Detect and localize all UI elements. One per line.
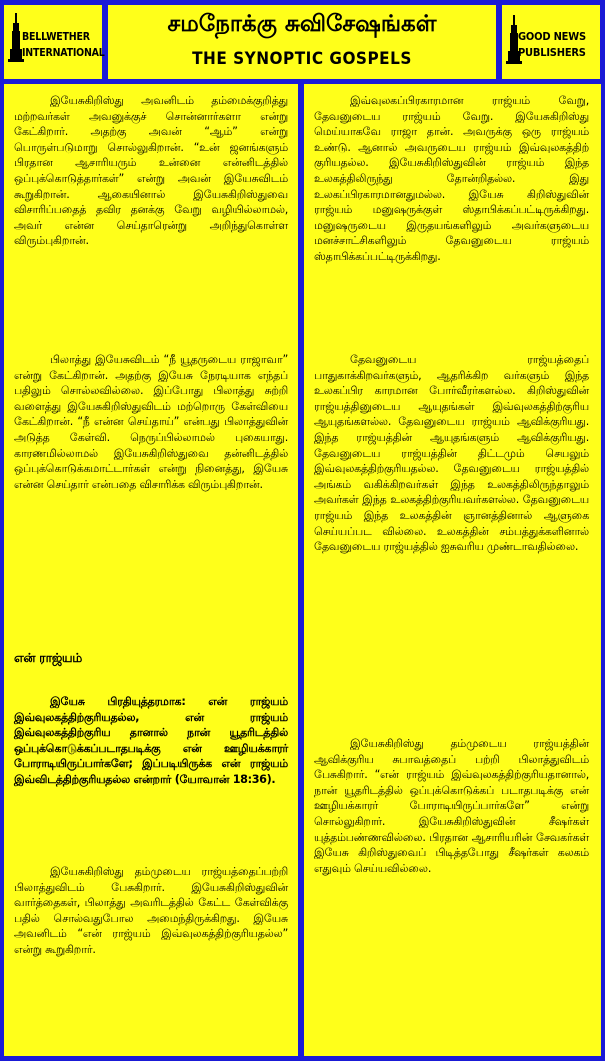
logo-line-1: BELLWETHER <box>22 31 90 43</box>
good-news-logo <box>502 5 600 79</box>
title-banner <box>108 5 496 79</box>
left-column <box>4 84 298 1056</box>
right-column <box>304 84 601 1056</box>
paragraph: தேவனுடைய ராஜ்யத்தைப் பாதுகாக்கிறவர்களும், ஆதரிக்கிற வர்களும் இந்த உலகப்பிர காரமான போர்வீரர்களல்ல. கிறிஸ்துவின் ராஜ்யத்தினுடைய ஆயுதங்கள் இவ்வுலகத்திற்குரிய ஆயுதங்களல்ல. தேவனுடைய ராஜ்யம் ஆவிக்குரியது. இந்த ராஜ்யத்தின் ஆயுதங்களும் ஆவிக்குரியது. தேவனுடைய ராஜ்யத்தின் திட்டமும் செயலும் இவ்வுலகத்திற்குரியதல்ல. தேவனுடைய ராஜ்யத்தில் அங்கம் வகிக்கிறவர்கள் இந்த உலகத்திலிருந்தாலும் அவர்கள் இந்த உலகத்திற்குரியவர்களல்ல. தேவனுடைய ராஜ்யம் இந்த உலகத்தின் ஞானத்தினால் ஆளுகை செய்யப்பட வில்லை. உலகத்தின் சம்பத்துக்களினால் தேவனுடைய ராஜ்யத்தில் ஐசுவரிய முண்டாவதில்லை. <box>314 353 589 554</box>
paragraph: இவ்வுலகப்பிரகாரமான ராஜ்யம் வேறு, தேவனுடைய ராஜ்யம் வேறு. இயேசுகிறிஸ்து மெய்யாகவே ராஜா தான். அவருக்கு ஒரு ராஜ்யம் உண்டு. ஆனால் அவருடைய ராஜ்யம் இவ்வுலகத்திற் குரியதல்ல. இயேசுகிறிஸ்துவின் ராஜ்யம் இந்த உலகத்திலிருந்து தோன்றிதல்ல. இது உலகப்பிரகாரமானதுமல்ல. இயேசு கிறிஸ்துவின் ராஜ்யம் மனுஷருக்குள் ஸ்தாபிக்கப்பட்டிருக்கிறது. மனுஷருடைய இருதயங்களிலும் அவர்களுடைய மனச்சாட்சிகளிலும் தேவனுடைய ராஜ்யம் ஸ்தாபிக்கப்பட்டிருக்கிறது. <box>314 94 589 263</box>
paragraph: பிலாத்து இயேசுவிடம் “நீ யூதருடைய ராஜாவா” என்று கேட்கிறான். அதற்கு இயேசு நேரடியாக எந்தப் பதிலும் சொல்லவில்லை. இப்போது பிலாத்து சுற்றி வளைத்து இயேசுகிறிஸ்துவிடம் மற்றொரு கேள்வியை கேட்கிறான். “நீ என்ன செய்தாய்” என்பது பிலாத்துவின் அடுத்த கேள்வி. நெருப்பில்லாமல் புகையாது. காரணமில்லாமல் இயேசுகிறிஸ்துவை தன்னிடத்தில் ஒப்புக்கொடுக்கமாட்டார்கள் என்று நினைத்து, இயேசு என்ன செய்தார் என்பதை விசாரிக்க விரும்புகிறான். <box>14 353 288 491</box>
paragraph: இயேசுகிறிஸ்து அவனிடம் தம்மைக்குறித்து மற்றவர்கள் அவனுக்குச் சொன்னார்களா என்று கேட்கிறார். அதற்கு அவன் “ஆம்” என்று பொருள்படுமாறு சொல்லுகிறான். “உன் ஜனங்களும் பிரதான ஆசாரியரும் உன்னை என்னிடத்தில் ஒப்புக்கொடுத்தார்கள்” என்று அவன் இயேசுவிடம் கூறுகிறான். ஆகையினால் இயேசுகிறிஸ்துவை விசாரிப்பதைத் தவிர தனக்கு வேறு வழியில்லாமல், அவர் என்ன செய்தாரென்று அறிந்துகொள்ள விரும்புகிறான். <box>14 94 288 248</box>
paragraph: இயேசுகிறிஸ்து தம்முடைய ராஜ்யத்தைப்பற்றி பிலாத்துவிடம் பேசுகிறார். இயேசுகிறிஸ்துவின் வார்த்தைகள், பிலாத்து அவரிடத்தில் கேட்ட கேள்விக்கு பதில் சொல்வதுபோல அமைந்திருக்கிறது. இயேசு அவனிடம் “என் ராஜ்யம் இவ்வுலகத்திற்குரியதல்ல” என்று கூறுகிறார். <box>14 865 288 956</box>
title-tamil: சமநோக்கு சுவிசேஷங்கள் <box>167 11 437 37</box>
logo-line-1: GOOD NEWS <box>518 30 586 43</box>
logo-line-2: INTERNATIONAL <box>22 47 105 59</box>
title-english: THE SYNOPTIC GOSPELS <box>192 49 412 69</box>
paragraph: இயேசுகிறிஸ்து தம்முடைய ராஜ்யத்தின் ஆவிக்குரிய சுபாவத்தைப் பற்றி பிலாத்துவிடம் பேசுகிறார். “என் ராஜ்யம் இவ்வுலகத்திற்குரியதானால், நான் யூதரிடத்தில் ஒப்புக்கொடுக்கப் படாதபடிக்கு என் ஊழியக்காரர் போராடியிருப்பார்களே” என்று சொல்லுகிறார். இயேசுகிறிஸ்துவின் சீஷர்கள் யுத்தம்பண்ணவில்லை. பிரதான ஆசாரியரின் சேவகர்கள் இயேசு கிறிஸ்துவைப் பிடித்தபோது சீஷர்கள் கலகம் எதுவும் செய்யவில்லை. <box>314 737 589 875</box>
scripture-quote: இயேசு பிரதியுத்தரமாக: என் ராஜ்யம் இவ்வுலகத்திற்குரியதல்ல, என் ராஜ்யம் இவ்வுலகத்திற்குரிய தானால் நான் யூதரிடத்தில் ஒப்புக்கொடுக்கப்படாதபடிக்கு என் ஊழியக்காரர் போராடியிருப்பார்களே; இப்படியிருக்க என் ராஜ்யம் இவ்விடத்திற்குரியதல்ல என்றார் (யோவான் 18:36). <box>14 695 288 786</box>
section-heading: என் ராஜ்யம் <box>14 650 82 665</box>
logo-line-2: PUBLISHERS <box>518 46 586 59</box>
bellwether-logo <box>4 5 105 79</box>
